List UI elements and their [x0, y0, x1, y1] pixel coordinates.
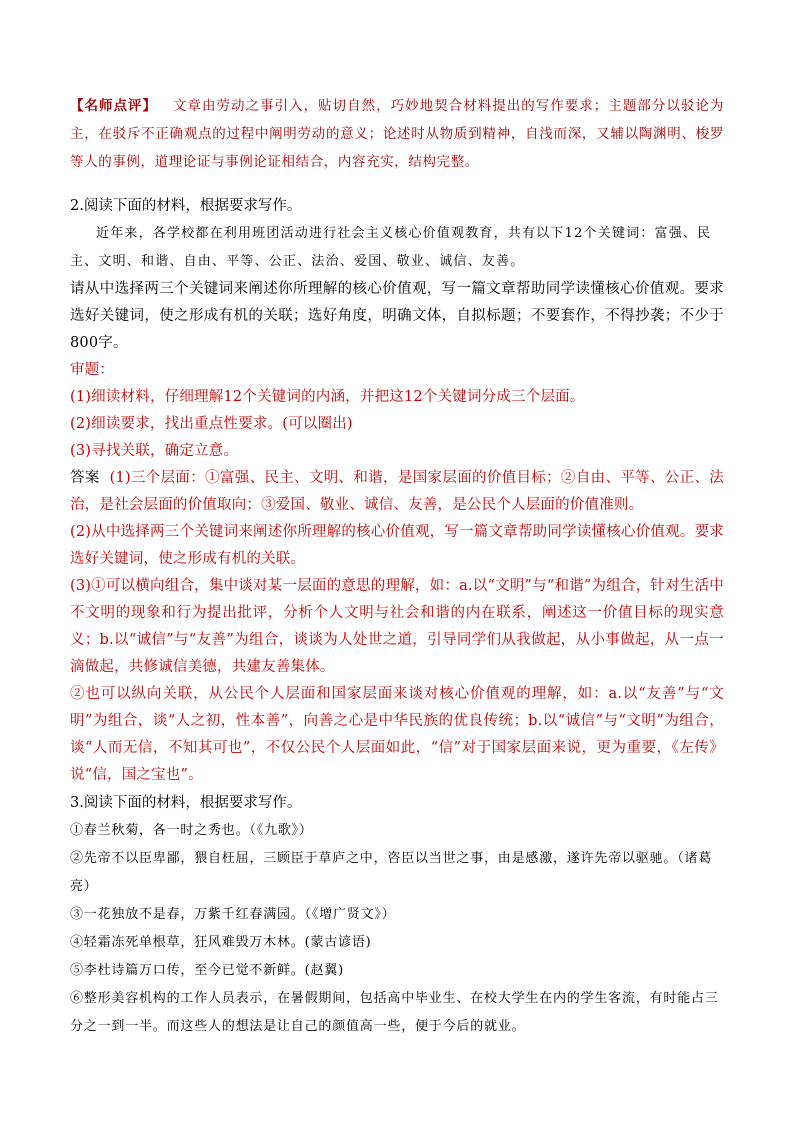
quote-item-6: ⑥整形美容机构的工作人员表示，在暑假期间，包括高中毕业生、在校大学生在内的学生客流，有时能占三分之一到一半。而这些人的想法是让自己的颜值高一些，便于今后的就业。 [70, 991, 719, 1034]
question-2-material: 近年来，各学校都在利用班团活动进行社会主义核心价值观教育，共有以下12个关键词：富强、民主、文明、和谐、自由、平等、公正、法治、爱国、敬业、诚信、友善。 [70, 226, 712, 269]
quote-item-1: ①春兰秋菊，各一时之秀也。（《九歌》） [70, 823, 313, 838]
quote-item-3: ③一花独放不是春，万紫千红春满园。（《增广贤文》） [70, 907, 396, 922]
analysis-step-2: (2)细读要求，找出重点性要求。(可以圈出) [70, 416, 353, 432]
answer-1-text: (1)三个层面：①富强、民主、文明、和谐，是国家层面的价值目标；②自由、平等、公正、法治，是社会层面的价值取向；③爱国、敬业、诚信、友善，是公民个人层面的价值准则。 [70, 470, 725, 513]
analysis-label: 审题： [70, 362, 115, 378]
review-tag: 【名师点评】 [70, 98, 158, 114]
answer-4: ②也可以纵向关联，从公民个人层面和国家层面来谈对核心价值观的理解，如：a.以“友善”与“文明”为组合，谈“人之初，性本善”，向善之心是中华民族的优良传统；b.以“诚信”与“文明”为组合，谈“人而无信，不知其可也”，不仅公民个人层面如此，“信”对于国家层面来说，更为重要，《左传》说“信，国之宝也”。 [70, 686, 724, 783]
question-3-title: 3.阅读下面的材料，根据要求写作。 [70, 795, 302, 811]
analysis-step-1: (1)细读材料，仔细理解12个关键词的内涵，并把这12个关键词分成三个层面。 [70, 389, 585, 405]
answer-2: (2)从中选择两三个关键词来阐述你所理解的核心价值观，写一篇文章帮助同学读懂核心价值观。要求选好关键词，使之形成有机的关联。 [70, 524, 724, 567]
question-2-requirement: 请从中选择两三个关键词来阐述你所理解的核心价值观，写一篇文章帮助同学读懂核心价值观。要求选好关键词，使之形成有机的关联；选好角度，明确文体，自拟标题；不要套作，不得抄袭；不少于800字。 [70, 281, 724, 351]
answer-1 [70, 465, 724, 519]
quote-item-4: ④轻霜冻死单根草，狂风难毁万木林。(蒙古谚语) [70, 935, 372, 950]
quote-item-5: ⑤李杜诗篇万口传，至今已觉不新鲜。(赵翼) [70, 963, 344, 978]
answer-label: 答案 [70, 470, 100, 486]
analysis-step-3: (3)寻找关联，确定立意。 [70, 443, 239, 459]
review-text: 文章由劳动之事引入，贴切自然，巧妙地契合材料提出的写作要求；主题部分以驳论为主，在驳斥不正确观点的过程中阐明劳动的意义；论述时从物质到精神，自浅而深，又辅以陶渊明、梭罗等人的事例，道理论证与事例论证相结合，内容充实，结构完整。 [70, 98, 724, 170]
teacher-review [70, 92, 724, 176]
quote-item-2: ②先帝不以臣卑鄙，猥自枉屈，三顾臣于草庐之中，咨臣以当世之事，由是感激，遂许先帝以驱驰。（诸葛亮） [70, 851, 713, 894]
document-page [70, 92, 724, 1041]
answer-3: (3)①可以横向组合，集中谈对某一层面的意思的理解，如：a.以“文明”与“和谐”为组合，针对生活中不文明的现象和行为提出批评，分析个人文明与社会和谐的内在联系，阐述这一价值目标的现实意义；b.以“诚信”与“友善”为组合，谈谈为人处世之道，引导同学们从我做起，从小事做起，从一点一滴做起，共修诚信美德，共建友善集体。 [70, 578, 724, 675]
question-2-title: 2.阅读下面的材料，根据要求写作。 [70, 198, 302, 214]
